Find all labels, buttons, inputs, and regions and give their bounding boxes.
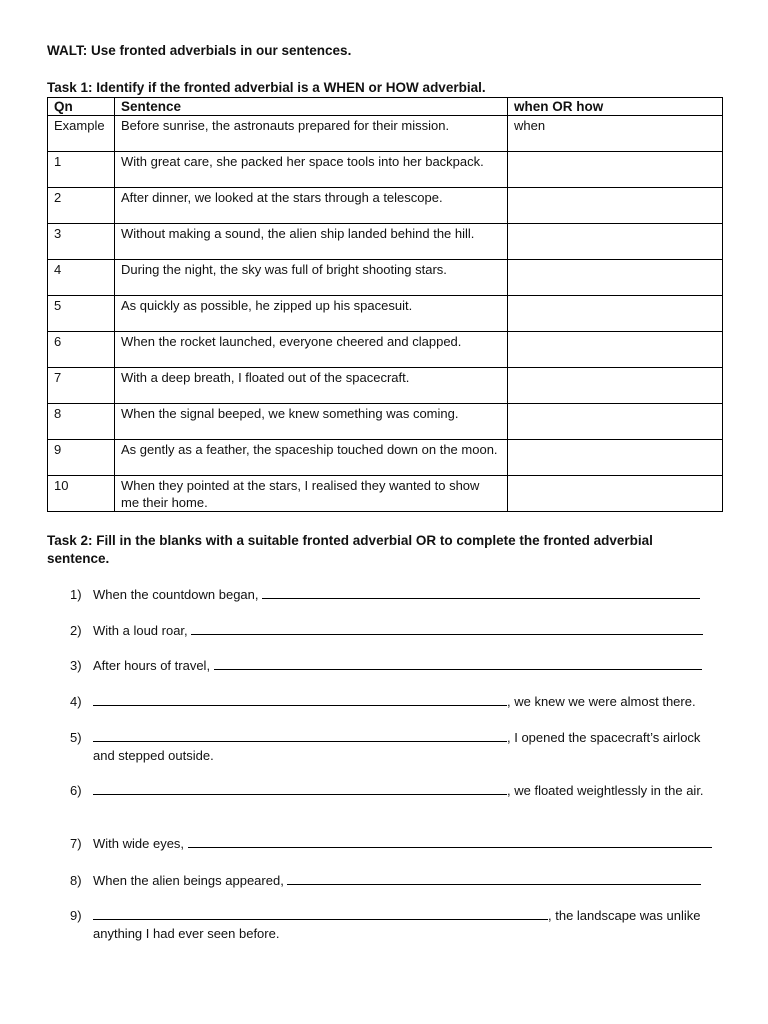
table-row xyxy=(48,476,723,512)
table-row xyxy=(48,188,723,224)
table-row xyxy=(48,152,723,188)
table-row xyxy=(48,440,723,476)
row-qn: 3 xyxy=(48,224,115,260)
row-answer[interactable] xyxy=(508,332,723,368)
task1-table xyxy=(47,97,723,512)
row-answer[interactable] xyxy=(508,188,723,224)
row-answer[interactable]: when xyxy=(508,116,723,152)
walt-heading: WALT: Use fronted adverbials in our sentences. xyxy=(47,43,352,58)
row-qn: 1 xyxy=(48,152,115,188)
answer-blank[interactable] xyxy=(93,693,507,706)
header-when-or-how: when OR how xyxy=(508,98,723,116)
row-answer[interactable] xyxy=(508,404,723,440)
answer-blank[interactable] xyxy=(214,657,702,670)
item-text-after: , the landscape was unlike anything I had ever seen before. xyxy=(93,908,701,941)
row-answer[interactable] xyxy=(508,476,723,512)
header-qn: Qn xyxy=(48,98,115,116)
item-text-before: With a loud roar, xyxy=(93,623,192,638)
table-row xyxy=(48,224,723,260)
table-row xyxy=(48,296,723,332)
item-number: 7) xyxy=(70,836,82,851)
table-row xyxy=(48,260,723,296)
task2-item-8 xyxy=(70,872,725,890)
row-sentence: With great care, she packed her space tools into her backpack. xyxy=(115,152,508,188)
row-answer[interactable] xyxy=(508,296,723,332)
row-sentence: After dinner, we looked at the stars through a telescope. xyxy=(115,188,508,224)
row-answer[interactable] xyxy=(508,368,723,404)
answer-blank[interactable] xyxy=(262,586,700,599)
answer-blank[interactable] xyxy=(188,835,712,848)
table-row xyxy=(48,368,723,404)
answer-blank[interactable] xyxy=(93,782,507,795)
answer-blank[interactable] xyxy=(93,729,507,742)
row-answer[interactable] xyxy=(508,440,723,476)
answer-blank[interactable] xyxy=(191,622,703,635)
item-text-before: When the alien beings appeared, xyxy=(93,873,288,888)
task2-item-9 xyxy=(70,907,725,943)
item-text-after: , we floated weightlessly in the air. xyxy=(507,783,704,798)
row-sentence: Without making a sound, the alien ship landed behind the hill. xyxy=(115,224,508,260)
task2-item-4 xyxy=(70,693,725,711)
item-text-after: , we knew we were almost there. xyxy=(507,694,696,709)
row-qn: 10 xyxy=(48,476,115,512)
row-qn: 9 xyxy=(48,440,115,476)
row-qn: 7 xyxy=(48,368,115,404)
row-answer[interactable] xyxy=(508,260,723,296)
row-sentence: With a deep breath, I floated out of the spacecraft. xyxy=(115,368,508,404)
row-qn: 6 xyxy=(48,332,115,368)
item-text-after: , I opened the spacecraft’s airlock and stepped outside. xyxy=(93,730,701,763)
row-answer[interactable] xyxy=(508,224,723,260)
item-text-before: When the countdown began, xyxy=(93,587,263,602)
item-text-before: After hours of travel, xyxy=(93,658,214,673)
row-sentence: When the signal beeped, we knew something was coming. xyxy=(115,404,508,440)
item-number: 2) xyxy=(70,623,82,638)
task2-item-1 xyxy=(70,586,725,604)
answer-blank[interactable] xyxy=(287,872,701,885)
row-qn: 8 xyxy=(48,404,115,440)
task1-title: Task 1: Identify if the fronted adverbial is a WHEN or HOW adverbial. xyxy=(47,80,486,95)
row-sentence: During the night, the sky was full of bright shooting stars. xyxy=(115,260,508,296)
item-number: 3) xyxy=(70,658,82,673)
item-text-before: With wide eyes, xyxy=(93,836,188,851)
task2-item-3 xyxy=(70,657,725,675)
item-number: 8) xyxy=(70,873,82,888)
row-qn: Example xyxy=(48,116,115,152)
row-qn: 5 xyxy=(48,296,115,332)
item-number: 5) xyxy=(70,730,82,745)
row-sentence: When the rocket launched, everyone cheered and clapped. xyxy=(115,332,508,368)
task2-item-6 xyxy=(70,782,725,800)
item-number: 4) xyxy=(70,694,82,709)
task2-item-2 xyxy=(70,622,725,640)
table-header-row xyxy=(48,98,723,116)
row-sentence: As gently as a feather, the spaceship touched down on the moon. xyxy=(115,440,508,476)
table-row xyxy=(48,332,723,368)
header-sentence: Sentence xyxy=(115,98,508,116)
row-qn: 4 xyxy=(48,260,115,296)
task2-item-5 xyxy=(70,729,725,765)
item-number: 6) xyxy=(70,783,82,798)
item-number: 1) xyxy=(70,587,82,602)
table-row xyxy=(48,404,723,440)
row-qn: 2 xyxy=(48,188,115,224)
row-sentence: When they pointed at the stars, I realised they wanted to show me their home. xyxy=(115,476,508,512)
row-sentence: Before sunrise, the astronauts prepared for their mission. xyxy=(115,116,508,152)
item-number: 9) xyxy=(70,908,82,923)
answer-blank[interactable] xyxy=(93,907,548,920)
row-answer[interactable] xyxy=(508,152,723,188)
row-sentence: As quickly as possible, he zipped up his spacesuit. xyxy=(115,296,508,332)
task2-title: Task 2: Fill in the blanks with a suitable fronted adverbial OR to complete the fronted adverbial sentence. xyxy=(47,533,653,566)
table-row xyxy=(48,116,723,152)
task2-item-7 xyxy=(70,835,725,853)
